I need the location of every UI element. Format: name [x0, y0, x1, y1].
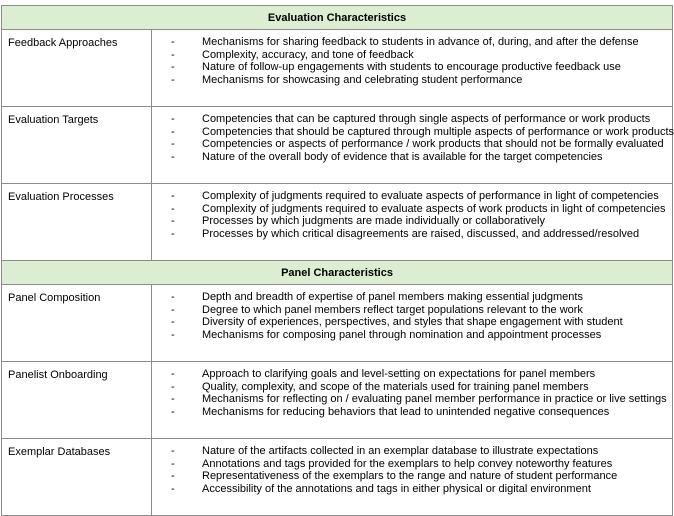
section-header-row [2, 261, 673, 285]
bullet-list [171, 36, 668, 87]
table-row [2, 30, 673, 107]
row-label: Panelist Onboarding [2, 362, 152, 439]
list-item-text: Approach to clarifying goals and level-setting on expectations for panel members [202, 368, 596, 380]
row-items-cell [152, 30, 673, 107]
dash-bullet-icon: - [171, 36, 175, 48]
dash-bullet-icon: - [171, 457, 175, 470]
list-item-text: Processes by which judgments are made individually or collaboratively [202, 215, 545, 228]
list-item [171, 36, 668, 49]
dash-bullet-icon: - [171, 125, 175, 138]
section-title: Evaluation Characteristics [2, 6, 673, 30]
list-item [171, 458, 668, 471]
row-items-cell [152, 439, 673, 516]
list-item-text: Nature of the overall body of evidence that is available for the target competencies [202, 151, 603, 164]
list-item-text: Depth and breadth of expertise of panel members making essential judgments [202, 291, 583, 303]
list-item-text: Accessibility of the annotations and tags in either physical or digital environment [202, 483, 591, 496]
list-item-text: Mechanisms for reducing behaviors that lead to unintended negative consequences [202, 406, 610, 419]
dash-bullet-icon: - [171, 291, 175, 303]
list-item-text: Mechanisms for reflecting on / evaluating panel member performance in practice or live settings [202, 393, 667, 406]
dash-bullet-icon: - [171, 138, 175, 151]
dash-bullet-icon: - [171, 316, 175, 329]
list-item [171, 329, 668, 342]
section-title: Panel Characteristics [2, 261, 673, 285]
bullet-list [171, 445, 668, 496]
list-item-text: Mechanisms for showcasing and celebrating student performance [202, 74, 523, 87]
list-item [171, 406, 668, 419]
row-label: Feedback Approaches [2, 30, 152, 107]
bullet-list [171, 190, 668, 241]
dash-bullet-icon: - [171, 406, 175, 419]
row-items-cell [152, 107, 673, 184]
list-item [171, 291, 668, 304]
row-items-cell [152, 362, 673, 439]
list-item-text: Complexity, accuracy, and tone of feedback [202, 48, 414, 61]
list-item-text: Mechanisms for sharing feedback to students in advance of, during, and after the defense [202, 36, 639, 48]
dash-bullet-icon: - [171, 445, 175, 457]
list-item-text: Mechanisms for composing panel through nomination and appointment processes [202, 329, 602, 342]
list-item [171, 74, 668, 87]
bullet-list [171, 368, 668, 419]
list-item-text: Competencies or aspects of performance / work products that should not be formally evaluated [202, 138, 664, 151]
list-item [171, 203, 668, 216]
row-label: Panel Composition [2, 285, 152, 362]
row-items-cell [152, 184, 673, 261]
dash-bullet-icon: - [171, 228, 175, 241]
list-item-text: Diversity of experiences, perspectives, and styles that shape engagement with student [202, 316, 623, 329]
table-row [2, 107, 673, 184]
characteristics-table [1, 5, 673, 516]
table-row [2, 184, 673, 261]
list-item [171, 445, 668, 458]
dash-bullet-icon: - [171, 74, 175, 87]
list-item [171, 228, 668, 241]
list-item [171, 113, 668, 126]
list-item [171, 470, 668, 483]
list-item [171, 125, 674, 139]
row-label: Evaluation Targets [2, 107, 152, 184]
list-item-text: Competencies that can be captured through single aspects of performance or work products [202, 113, 651, 125]
list-item [171, 304, 668, 317]
dash-bullet-icon: - [171, 368, 175, 380]
table-row [2, 439, 673, 516]
list-item [171, 381, 668, 394]
dash-bullet-icon: - [171, 470, 175, 483]
dash-bullet-icon: - [171, 380, 175, 393]
dash-bullet-icon: - [171, 202, 175, 215]
characteristics-table-body [2, 6, 673, 516]
dash-bullet-icon: - [171, 393, 175, 406]
list-item [171, 61, 668, 74]
dash-bullet-icon: - [171, 61, 175, 74]
list-item-text: Competencies that should be captured through multiple aspects of performance or work products [202, 125, 674, 138]
list-item [171, 151, 668, 164]
list-item [171, 138, 668, 151]
row-items-cell [152, 285, 673, 362]
list-item [171, 49, 668, 62]
table-row [2, 285, 673, 362]
list-item-text: Processes by which critical disagreements are raised, discussed, and addressed/resolved [202, 228, 640, 241]
bullet-list [171, 291, 668, 342]
list-item-text: Representativeness of the exemplars to the range and nature of student performance [202, 470, 618, 483]
list-item-text: Nature of the artifacts collected in an exemplar database to illustrate expectations [202, 445, 599, 457]
row-label: Exemplar Databases [2, 439, 152, 516]
list-item-text: Quality, complexity, and scope of the materials used for training panel members [202, 380, 589, 393]
list-item [171, 368, 668, 381]
dash-bullet-icon: - [171, 215, 175, 228]
list-item [171, 215, 668, 228]
dash-bullet-icon: - [171, 303, 175, 316]
list-item [171, 190, 668, 203]
dash-bullet-icon: - [171, 48, 175, 61]
table-row [2, 362, 673, 439]
list-item-text: Complexity of judgments required to evaluate aspects of work products in light of competencies [202, 202, 666, 215]
list-item-text: Annotations and tags provided for the exemplars to help convey noteworthy features [202, 457, 613, 470]
section-header-row [2, 6, 673, 30]
list-item [171, 483, 668, 496]
dash-bullet-icon: - [171, 190, 175, 202]
row-label: Evaluation Processes [2, 184, 152, 261]
list-item-text: Nature of follow-up engagements with students to encourage productive feedback use [202, 61, 621, 74]
list-item [171, 316, 668, 329]
list-item [171, 393, 668, 406]
dash-bullet-icon: - [171, 483, 175, 496]
list-item-text: Degree to which panel members reflect target populations relevant to the work [202, 303, 583, 316]
list-item-text: Complexity of judgments required to evaluate aspects of performance in light of competencies [202, 190, 659, 202]
bullet-list [171, 113, 674, 164]
dash-bullet-icon: - [171, 329, 175, 342]
dash-bullet-icon: - [171, 151, 175, 164]
dash-bullet-icon: - [171, 113, 175, 125]
